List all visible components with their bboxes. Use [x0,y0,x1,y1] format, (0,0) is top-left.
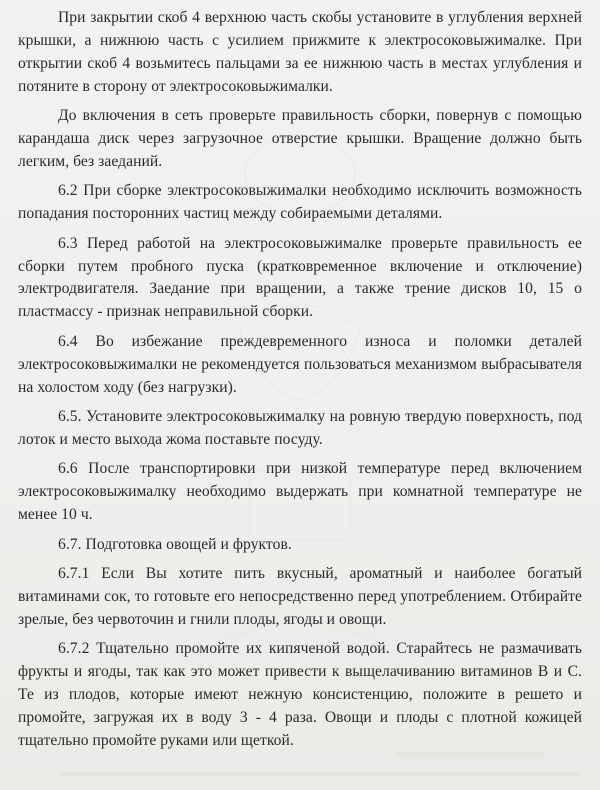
instruction-text-body [18,7,582,753]
paragraph-6-2: 6.2 При сборке электросоковыжималки необходимо исключить возможность попадания посторонних частиц между собираемыми деталями. [18,182,582,223]
paragraph-assembly-check: До включения в сеть проверьте правильность сборки, повернув с помощью карандаша диск через загрузочное отверстие крышки. Вращение должно быть легким, без заеданий. [18,107,582,170]
paragraph-6-3: 6.3 Перед работой на электросоковыжималке проверьте правильность ее сборки путем пробного пуска (кратковременное включение и отключение) электродвигателя. Заедание при вращении, а также трение дисков 10, 15 о пластмассу - признак неправильной сборки. [18,234,582,321]
paragraph-clamp-instructions: При закрытии скоб 4 верхнюю часть скобы установите в углубления верхней крышки, а нижнюю часть с усилием прижмите к электросоковыжималке. При открытии скоб 4 возьмитесь пальцами за ее нижнюю часть в местах углубления и потяните в сторону от электросоковыжималки. [18,9,582,95]
section-heading-6-7: 6.7. Подготовка овощей и фруктов. [58,535,292,553]
paragraph-6-4: 6.4 Во избежание преждевременного износа и поломки деталей электросоковыжималки не рекомендуется пользоваться механизмом выбрасывателя на холостом ходу (без нагрузки). [18,332,582,396]
paragraph-6-6: 6.6 После транспортировки при низкой температуре перед включением электросоковыжималку необходимо выдержать при комнатной температуре не менее 10 ч. [18,460,582,524]
paragraph-6-7-2: 6.7.2 Тщательно промойте их кипяченой водой. Старайтесь не размачивать фрукты и ягоды, так как это может привести к выщелачиванию витаминов В и С. Те из плодов, которые имеют нежную консистенцию, положите в решето и промойте, загружая их в воду 3 - 4 раза. Овощи и плоды с плотной кожицей тщательно промойте руками или щеткой. [18,640,582,749]
paragraph-6-5: 6.5. Установите электросоковыжималку на ровную твердую поверхность, под лоток и место выхода жома поставьте посуду. [18,408,582,448]
paragraph-6-7-1: 6.7.1 Если Вы хотите пить вкусный, ароматный и наиболее богатый витаминами сок, то готовьте его непосредственно перед употреблением. Отбирайте зрелые, без червоточин и гнили плоды, ягоды и овощи. [18,564,582,628]
